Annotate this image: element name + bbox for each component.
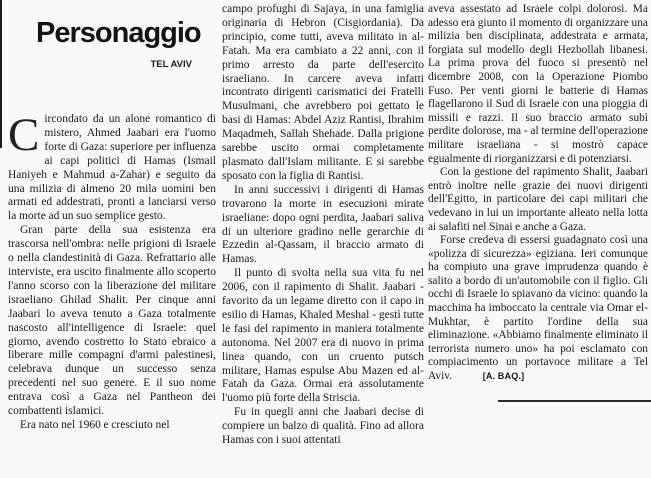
- paragraph-text: Forse credeva di essersi guadagnato così una «polizza di sicurezza» egiziana. Ieri comunque ha compiuto una grave imprudenza quando è salito a bordo di un'automobile con il figlio. Gli occhi di Israele lo spiavano da vicino: quando la macchina ha imboccato la centrale via Omar el-Mukhtar, è partito l'ordine della sua eliminazione. «Abbiamo finalmente eliminato il terrorista numero uno» ha poi esclamato con compiacimento un portavoce militare a Tel Aviv.: [428, 234, 648, 383]
- paragraph-text: ircondato da un alone romantico di mistero, Ahmed Jaabari era l'uomo forte di Gaza: superiore per influenza ai capi politici di Hamas (Ismail Haniyeh e Mahmud a-Zahar) e seguito da una milizia di almeno 20 mila uomini ben armati ed addestrati, pronti a lanciarsi verso la morte ad un suo semplice gesto.: [8, 113, 216, 223]
- paragraph: In anni successivi i dirigenti di Hamas trovarono la morte in esecuzioni mirate israeliane: dopo ogni perdita, Jaabari saliva di un ulteriore gradino nelle gerarchie di Ezzedin al-Qassam, il braccio armato di Hamas.: [222, 183, 424, 266]
- paragraph: Il punto di svolta nella sua vita fu nel 2006, con il rapimento di Shalit. Jaabari - favorito da un legame diretto con il capo in esilio di Hamas, Khaled Meshal - gestì tutte le fasi del rapimento in maniera totalmente autonoma. Nel 2007 era di nuovo in prima linea quando, con un cruento putsch militare, Hamas espulse Abu Mazen ed al-Fatah da Gaza. Ormai era assolutamente l'uomo più forte della Striscia.: [222, 267, 424, 405]
- paragraph: Era nato nel 1960 e cresciuto nel: [20, 418, 170, 431]
- paragraph: campo profughi di Sajaya, in una famiglia originaria di Hebron (Cisgiordania). Da principio, come tutti, aveva militato in al-Fatah. Ma era cambiato a 22 anni, con il primo arresto da parte dell'esercito israeliano. In carcere aveva infatti incontrato dirigenti carismatici dei Fratelli Musulmani, che avrebbero poi gettato le basi di Hamas: Abdel Aziz Rantisi, Ibrahim Maqadmeh, Sallah Shehade. Dalla prigione sarebbe uscito ormai completamente plasmato dall'Islam militante. E si sarebbe sposato con la figlia di Rantisi.: [222, 3, 424, 182]
- drop-cap: C: [8, 109, 40, 161]
- article-column-2: [222, 3, 424, 448]
- section-title: Personaggio: [36, 17, 201, 49]
- divider-rule: [498, 400, 651, 402]
- article-header: [8, 17, 201, 71]
- paragraph: [8, 109, 216, 224]
- dateline: TEL AVIV: [150, 59, 192, 71]
- paragraph: aveva assestato ad Israele colpi dolorosi. Ma adesso era giunto il momento di organizzare una milizia ben disciplinata, addestrata e armata, forgiata sul modello degli Hezbollah libanesi. La prima prova del fuoco si presentò nel dicembre 2008, con la Operazione Piombo Fuso. Per venti giorni le batterie di Hamas flagellarono il Sud di Israele con una pioggia di missili e razzi. Il suo braccio armato subì perdite dolorose, ma - al termine dell'operazione militare israeliana - si mostrò capace egualmente di riorganizzarsi e di potenziarsi.: [428, 3, 648, 165]
- scan-edge-mark: [0, 0, 2, 148]
- paragraph: Fu in quegli anni che Jaabari decise di compiere un balzo di qualità. Fino ad allora Hamas con i suoi attentati: [222, 406, 424, 447]
- article-column-3: [428, 3, 648, 384]
- byline: [A. BAQ.]: [482, 371, 525, 382]
- paragraph: Con la gestione del rapimento Shalit, Jaabari entrò inoltre nelle grazie dei nuovi dirigenti dell'Egitto, in particolare dei capi militari che vedevano in lui un importante alleato nella lotta ai salafiti nel Sinai e anche a Gaza.: [428, 166, 648, 233]
- paragraph: [428, 234, 648, 384]
- paragraph: Gran parte della sua esistenza era trascorsa nell'ombra: nelle prigioni di Israele o nella clandestinità di Gaza. Refrattario alle interviste, era uscito finalmente allo scoperto l'anno scorso con la liberazione del militare israeliano Ghilad Shalit. Per cinque anni Jaabari lo aveva tenuto a Gaza totalmente nascosto all'intelligence di Israele: quel giorno, avendo costretto lo Stato ebraico a liberare mille compagni d'armi palestinesi, celebrava dunque un successo senza precedenti nel suo genere. E il suo nome entrava così a Gaza nel Pantheon dei combattenti islamici.: [8, 224, 216, 418]
- article-column-1: [8, 109, 216, 433]
